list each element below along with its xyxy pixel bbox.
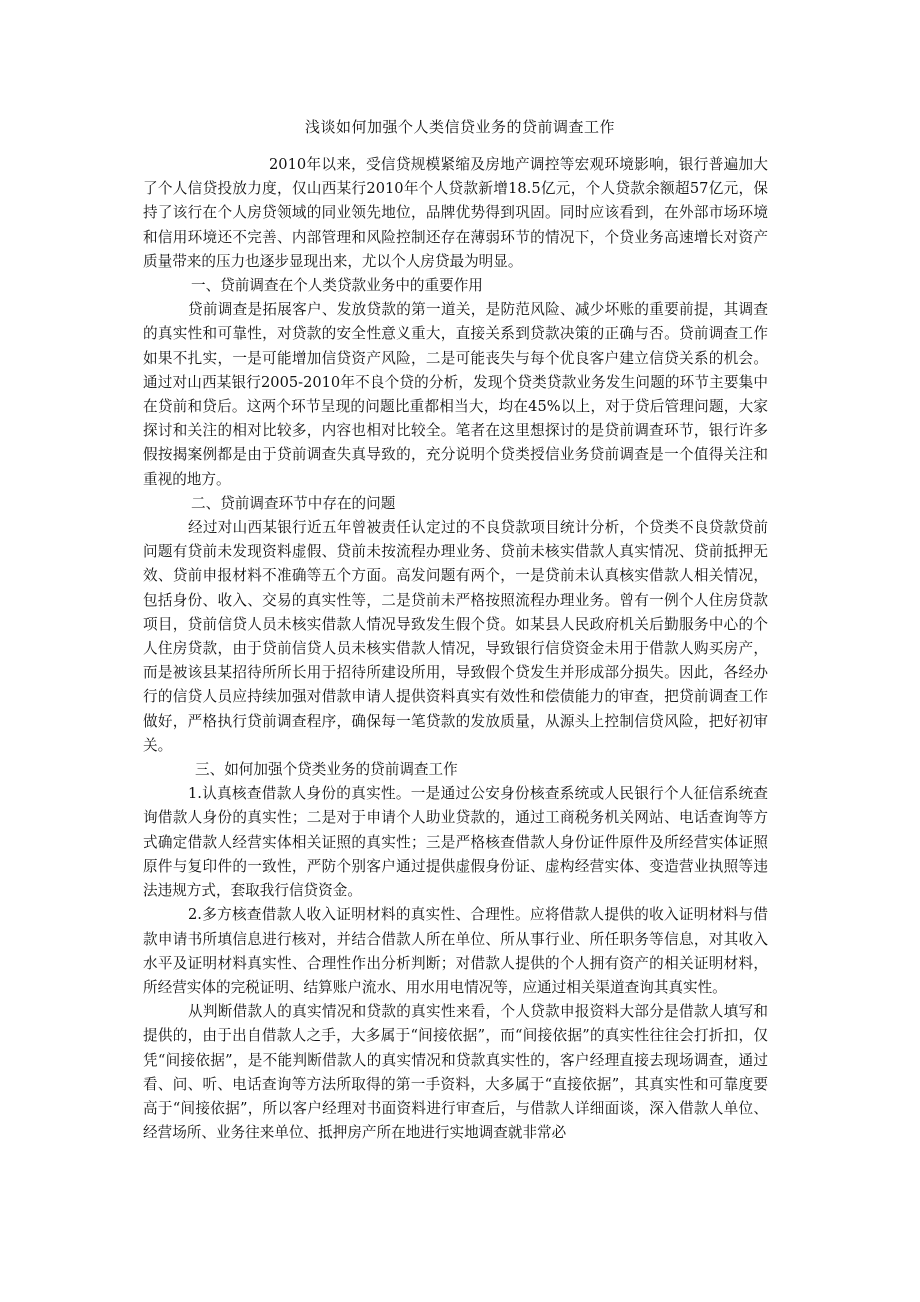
section-heading-3: 三、如何加强个贷类业务的贷前调查工作 xyxy=(195,761,458,779)
paragraph-section-1: 贷前调查是拓展客户、发放贷款的第一道关，是防范风险、减少坏账的重要前提，其调查的真实性和可靠性，对贷款的安全性意义重大，直接关系到贷款决策的正确与否。贷前调查工作如果不扎实，一是可能增加信贷资产风险，二是可能丧失与每个优良客户建立信贷关系的机会。通过对山西某银行2005-2010年不良个贷的分析，发现个贷类贷款业务发生问题的环节主要集中在贷前和贷后。这两个环节呈现的问题比重都相当大，均在45%以上，对于贷后管理问题，大家探讨和关注的相对比较多，内容也相对比较全。笔者在这里想探讨的是贷前调查环节，银行许多假按揭案例都是由于贷前调查失真导致的，充分说明个贷类授信业务贷前调查是一个值得关注和重视的地方。 xyxy=(143,301,768,488)
paragraph-section-2: 经过对山西某银行近五年曾被责任认定过的不良贷款项目统计分析，个贷类不良贷款贷前问题有贷前未发现资料虚假、贷前未按流程办理业务、贷前未核实借款人真实情况、贷前抵押无效、贷前申报材料不准确等五个方面。高发问题有两个，一是贷前未认真核实借款人相关情况，包括身份、收入、交易的真实性等，二是贷前未严格按照流程办理业务。曾有一例个人住房贷款项目，贷前信贷人员未核实借款人情况导致发生假个贷。如某县人民政府机关后勤服务中心的个人住房贷款，由于贷前信贷人员未核实借款人情况，导致银行信贷资金未用于借款人购买房产，而是被该县某招待所所长用于招待所建设所用，导致假个贷发生并形成部分损失。因此，各经办行的信贷人员应持续加强对借款申请人提供资料真实有效性和偿债能力的审查，把贷前调查工作做好，严格执行贷前调查程序，确保每一笔贷款的发放质量，从源头上控制信贷风险，把好初审关。 xyxy=(143,519,768,754)
paragraph-judgement: 从判断借款人的真实情况和贷款的真实性来看，个人贷款申报资料大部分是借款人填写和提供的，由于出自借款人之手，大多属于“间接依据”，而“间接依据”的真实性往往会打折扣，仅凭“间接依据”，是不能判断借款人的真实情况和贷款真实性的，客户经理直接去现场调查，通过看、问、听、电话查询等方法所取得的第一手资料，大多属于“直接依据”，其真实性和可靠度要高于“间接依据”，所以客户经理对书面资料进行审查后，与借款人详细面谈，深入借款人单位、经营场所、业务往来单位、抵押房产所在地进行实地调查就非常必 xyxy=(143,1003,768,1142)
paragraph-point-2: 2.多方核查借款人收入证明材料的真实性、合理性。应将借款人提供的收入证明材料与借款申请书所填信息进行核对，并结合借款人所在单位、所从事行业、所任职务等信息，对其收入水平及证明材料真实性、合理性作出分析判断；对借款人提供的个人拥有资产的相关证明材料，所经营实体的完税证明、结算账户流水、用水用电情况等，应通过相关渠道查询其真实性。 xyxy=(143,906,768,996)
paragraph-intro: 2010年以来，受信贷规模紧缩及房地产调控等宏观环境影响，银行普遍加大了个人信贷投放力度，仅山西某行2010年个人贷款新增18.5亿元，个人贷款余额超57亿元，保持了该行在个人房贷领域的同业领先地位，品牌优势得到巩固。同时应该看到，在外部市场环境和信用环境还不完善、内部管理和风险控制还存在薄弱环节的情况下，个贷业务高速增长对资产质量带来的压力也逐步显现出来，尤以个人房贷最为明显。 xyxy=(143,156,768,270)
section-heading-1: 一、贷前调查在个人类贷款业务中的重要作用 xyxy=(191,277,483,295)
paragraph-point-1: 1.认真核查借款人身份的真实性。一是通过公安身份核查系统或人民银行个人征信系统查询借款人身份的真实性；二是对于申请个人助业贷款的，通过工商税务机关网站、电话查询等方式确定借款人经营实体相关证照的真实性；三是严格核查借款人身份证件原件及所经营实体证照原件与复印件的一致性，严防个别客户通过提供虚假身份证、虚构经营实体、变造营业执照等违法违规方式，套取我行信贷资金。 xyxy=(143,785,768,900)
document-body xyxy=(143,153,768,1145)
document-title: 浅谈如何加强个人类信贷业务的贷前调查工作 xyxy=(304,118,615,136)
section-heading-2: 二、贷前调查环节中存在的问题 xyxy=(191,494,396,512)
